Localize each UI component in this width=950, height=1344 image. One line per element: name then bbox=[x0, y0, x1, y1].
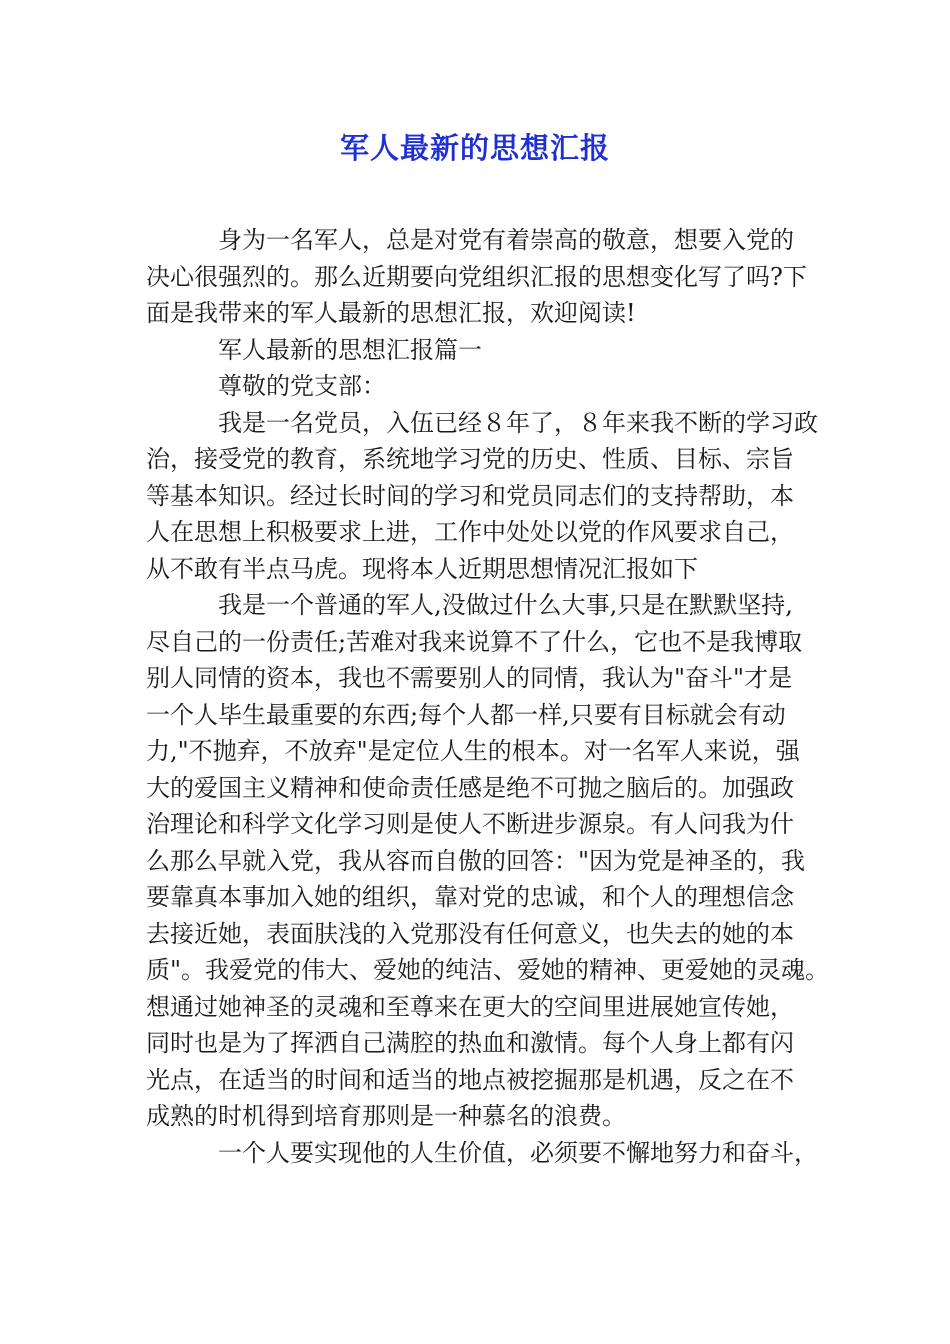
text-line: 大的爱国主义精神和使命责任感是绝不可抛之脑后的。加强政 bbox=[146, 773, 794, 802]
text-line: 治理论和科学文化学习则是使人不断进步源泉。有人问我为什 bbox=[146, 810, 794, 838]
text-line: 尊敬的党支部： bbox=[218, 372, 386, 400]
text-line: 成熟的时机得到培育那则是一种慕名的浪费。 bbox=[146, 1102, 626, 1130]
document-body bbox=[146, 222, 830, 1171]
text-line: 么那么早就入党，我从容而自傲的回答："因为党是神圣的，我 bbox=[146, 846, 806, 875]
text-line: 别人同情的资本，我也不需要别人的同情，我认为"奋斗"才是 bbox=[146, 664, 793, 692]
text-line: 一个人要实现他的人生价值，必须要不懈地努力和奋斗， bbox=[218, 1138, 818, 1167]
text-line: 面是我带来的军人最新的思想汇报，欢迎阅读! bbox=[146, 299, 636, 327]
text-line: 等基本知识。经过长时间的学习和党员同志们的支持帮助，本 bbox=[146, 481, 794, 510]
text-line: 从不敢有半点马虎。现将本人近期思想情况汇报如下 bbox=[146, 554, 698, 583]
text-line: 力,"不抛弃，不放弃"是定位人生的根本。对一名军人来说，强 bbox=[146, 737, 800, 765]
text-line: 想通过她神圣的灵魂和至尊来在更大的空间里进展她宣传她， bbox=[146, 992, 794, 1021]
text-line: 人在思想上积极要求上进，工作中处处以党的作风要求自己， bbox=[146, 518, 794, 546]
text-line: 治，接受党的教育，系统地学习党的历史、性质、目标、宗旨 bbox=[146, 445, 794, 473]
text-line: 去接近她，表面肤浅的入党那没有任何意义，也失去的她的本 bbox=[146, 919, 794, 948]
document-title: 军人最新的思想汇报 bbox=[339, 131, 610, 165]
text-line: 军人最新的思想汇报篇一 bbox=[218, 335, 482, 364]
text-line: 我是一个普通的军人,没做过什么大事,只是在默默坚持, bbox=[218, 591, 793, 619]
text-line: 光点，在适当的时间和适当的地点被挖掘那是机遇，反之在不 bbox=[146, 1065, 794, 1094]
text-line: 尽自己的一份责任;苦难对我来说算不了什么，它也不是我博取 bbox=[146, 627, 803, 656]
text-line: 决心很强烈的。那么近期要向党组织汇报的思想变化写了吗?下 bbox=[146, 262, 807, 291]
text-line: 我是一名党员，入伍已经８年了，８年来我不断的学习政 bbox=[218, 408, 818, 437]
text-line: 要靠真本事加入她的组织，靠对党的忠诚，和个人的理想信念 bbox=[146, 883, 794, 911]
text-line: 身为一名军人，总是对党有着崇高的敬意，想要入党的 bbox=[218, 226, 794, 254]
text-line: 质"。我爱党的伟大、爱她的纯洁、爱她的精神、更爱她的灵魂。 bbox=[146, 956, 830, 984]
text-line: 同时也是为了挥洒自己满腔的热血和激情。每个人身上都有闪 bbox=[146, 1029, 794, 1057]
text-line: 一个人毕生最重要的东西;每个人都一样,只要有目标就会有动 bbox=[146, 700, 786, 729]
